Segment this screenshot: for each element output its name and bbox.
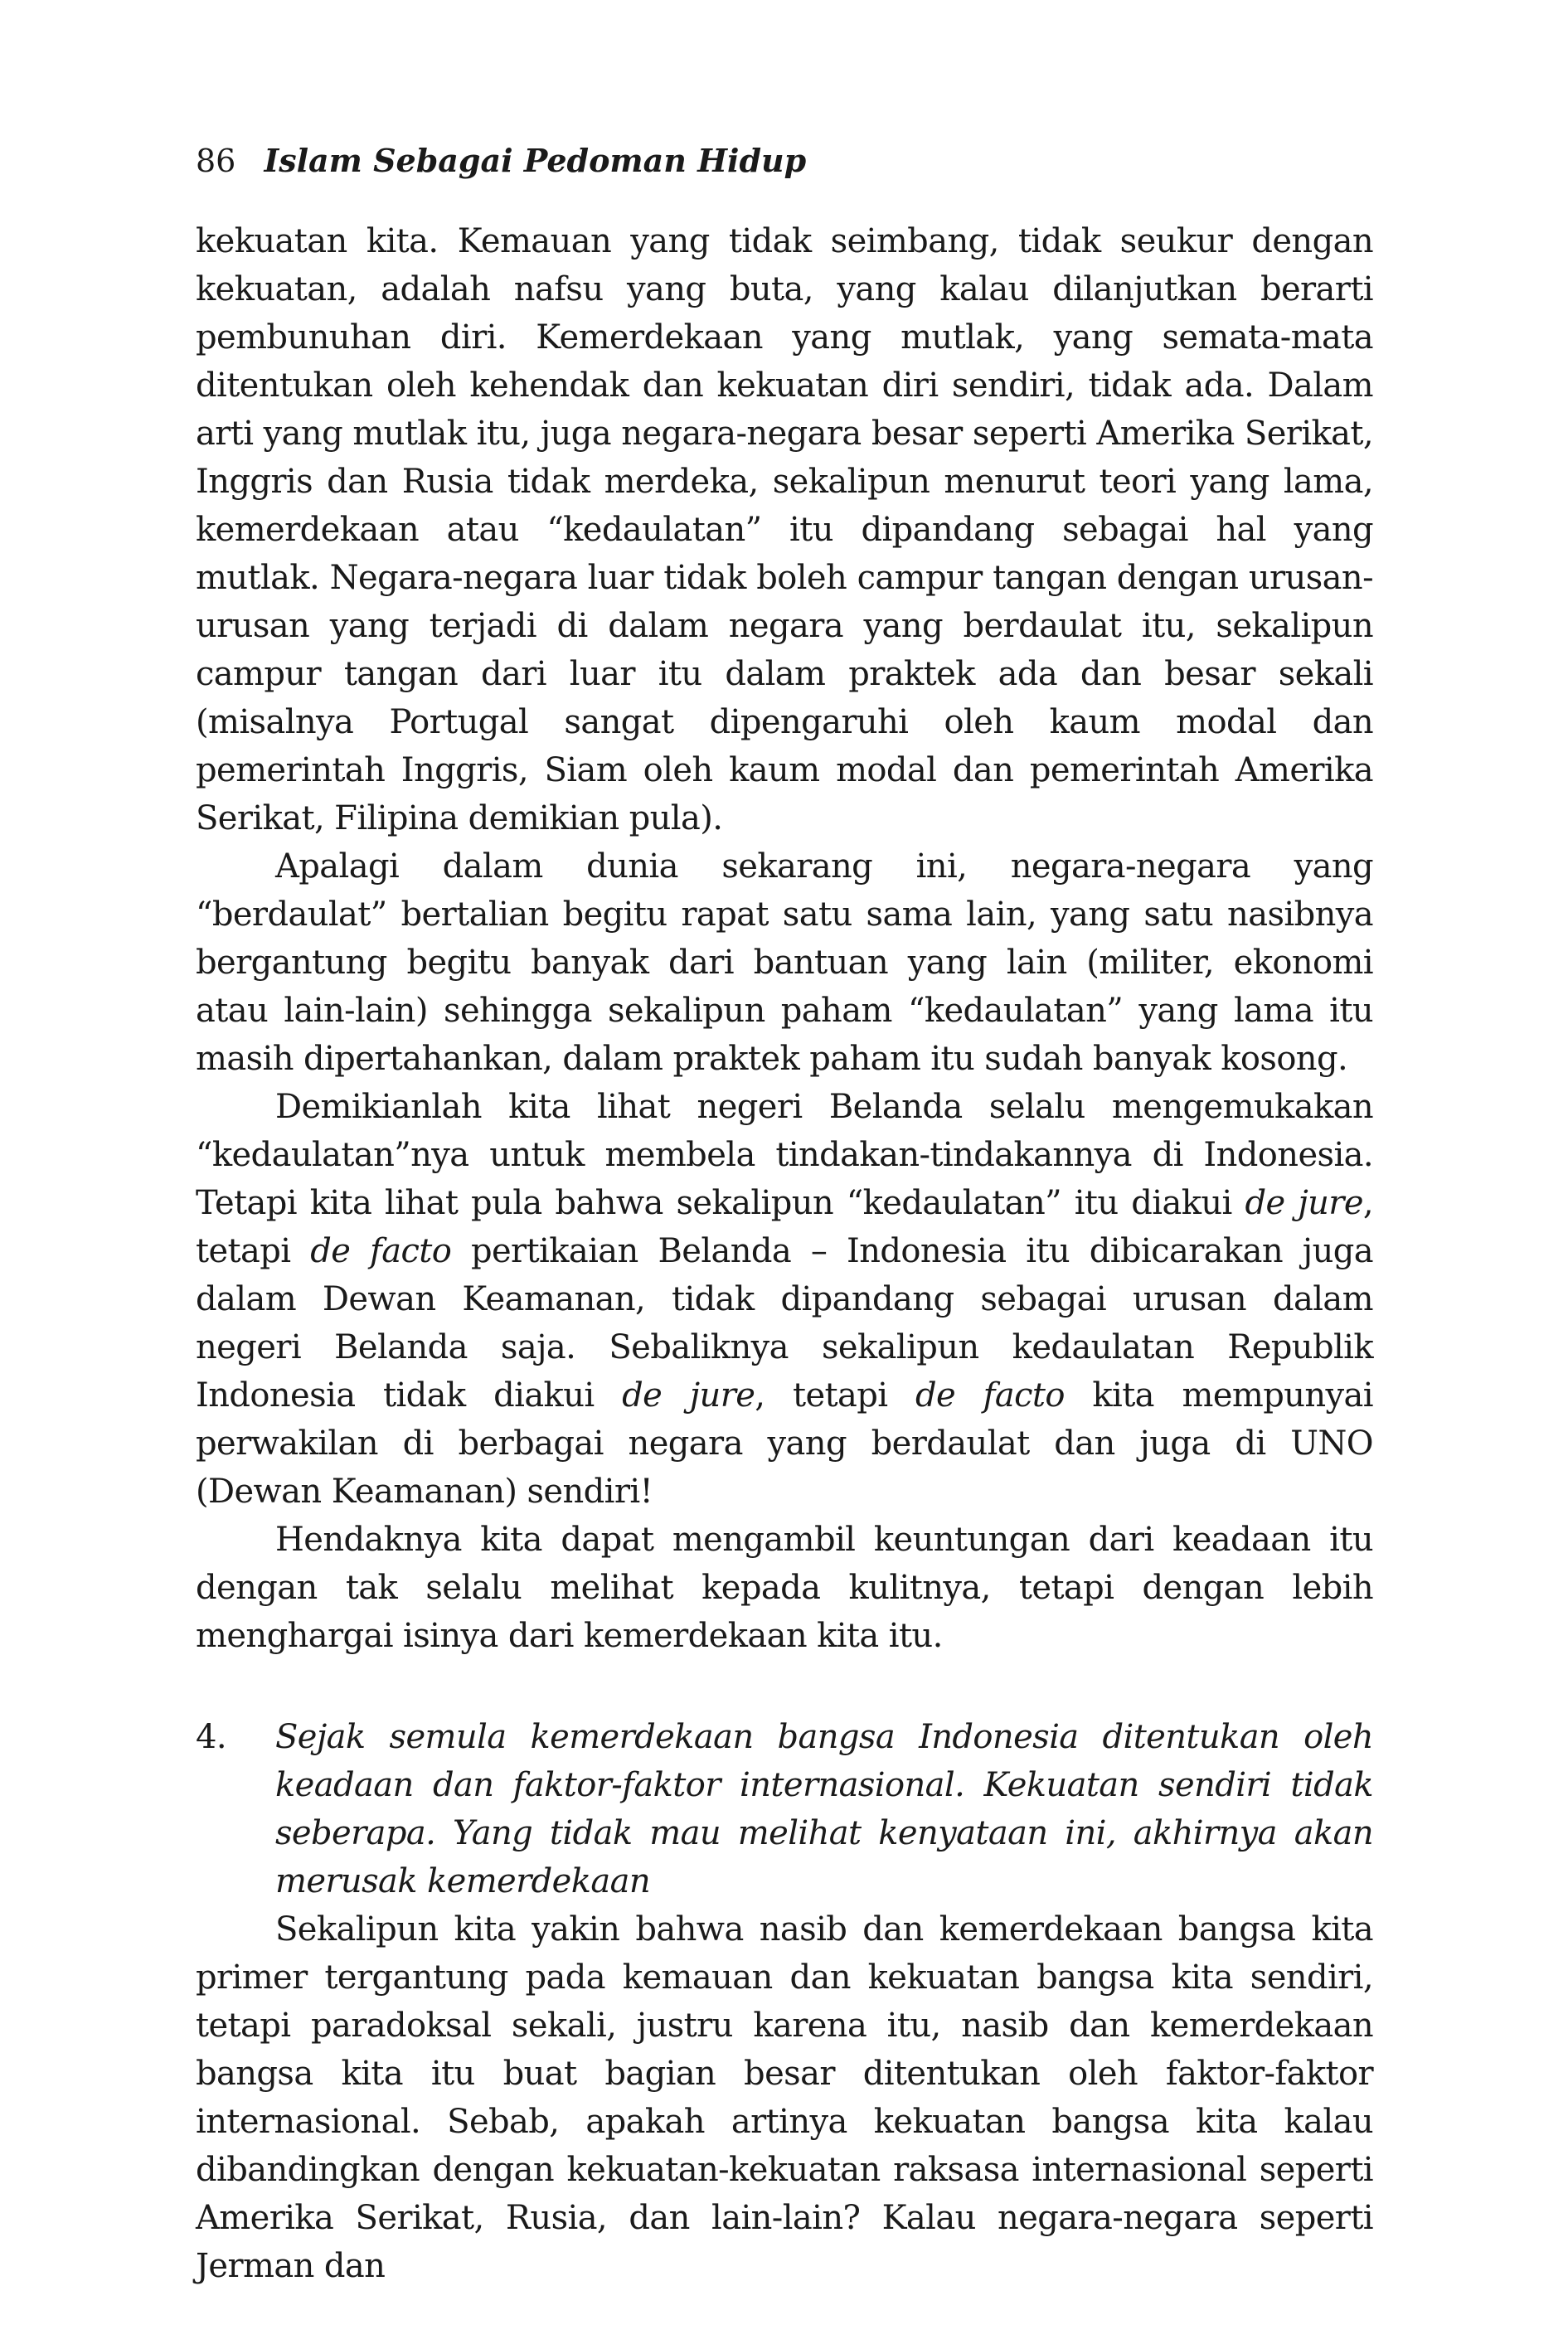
running-header [196,141,806,181]
paragraph-3-text: , tetapi [755,1376,915,1415]
book-title: Islam Sebagai Pedoman Hidup [264,142,807,179]
body-text [196,217,1373,2290]
paragraph-5: Sekalipun kita yakin bahwa nasib dan kemerdekaan bangsa kita primer tergantung pada kemauan dan kekuatan bangsa kita sendiri, tetapi paradoksal sekali, justru karena itu, nasib dan kemerdekaan bangsa kita itu buat bagian besar ditentukan oleh faktor-faktor internasional. Sebab, apakah artinya kekuatan bangsa kita kalau dibandingkan dengan kekuatan-kekuatan raksasa internasional seperti Amerika Serikat, Rusia, dan lain-lain? Kalau negara-negara seperti Jerman dan [196,1910,1373,2285]
de-jure-term: de jure [622,1376,755,1415]
paragraph-1: kekuatan kita. Kemauan yang tidak seimbang, tidak seukur dengan kekuatan, adalah nafsu yang buta, yang kalau dilanjutkan berarti pembunuhan diri. Kemerdekaan yang mutlak, yang semata-mata ditentukan oleh kehendak dan kekuatan diri sendiri, tidak ada. Dalam arti yang mutlak itu, juga negara-negara besar seperti Amerika Serikat, Inggris dan Rusia tidak merdeka, sekalipun menurut teori yang lama, kemerdekaan atau “kedaulatan” itu dipandang sebagai hal yang mutlak. Negara-negara luar tidak boleh campur tangan dengan urusan-urusan yang terjadi di dalam negara yang berdaulat itu, sekalipun campur tangan dari luar itu dalam praktek ada dan besar sekali (misalnya Portugal sangat dipengaruhi oleh kaum modal dan pemerintah Inggris, Siam oleh kaum modal dan pemerintah Amerika Serikat, Filipina demikian pula). [196,222,1373,837]
paragraph-4: Hendaknya kita dapat mengambil keuntungan dari keadaan itu dengan tak selalu melihat kepada kulitnya, tetapi dengan lebih menghargai isinya dari kemerdekaan kita itu. [196,1521,1373,1655]
paragraph-3-text: kita mempunyai perwakilan di berbagai negara yang berdaulat dan juga di UNO (Dewan Keamanan) sendiri! [196,1376,1373,1511]
page-number: 86 [196,143,236,179]
section-number: 4. [196,1718,226,1756]
paragraph-3 [196,1083,1373,1516]
de-facto-term: de facto [915,1376,1065,1415]
paragraph-3-text: Demikianlah kita lihat negeri Belanda selalu mengemukakan “kedaulatan”nya untuk membela tindakan-tindakannya di Indonesia. Tetapi kita lihat pula bahwa sekalipun “kedaulatan” itu diakui [196,1088,1373,1222]
paragraph-3-text: , tetapi [196,1184,1374,1270]
paragraph-3-text: pertikaian Belanda – Indonesia itu dibicarakan juga dalam Dewan Keamanan, tidak dipandang sebagai urusan dalam negeri Belanda saja. Sebaliknya sekalipun kedaulatan Republik Indonesia tidak diakui [196,1232,1373,1415]
de-jure-term: de jure [1245,1184,1363,1222]
de-facto-term: de facto [310,1232,452,1270]
section-4-heading [196,1713,1373,1905]
paragraph-2: Apalagi dalam dunia sekarang ini, negara-negara yang “berdaulat” bertalian begitu rapat satu sama lain, yang satu nasibnya bergantung begitu banyak dari bantuan yang lain (militer, ekonomi atau lain-lain) sehingga sekalipun paham “kedaulatan” yang lama itu masih dipertahankan, dalam praktek paham itu sudah banyak kosong. [196,847,1373,1078]
section-title: Sejak semula kemerdekaan bangsa Indonesia ditentukan oleh keadaan dan faktor-faktor internasional. Kekuatan sendiri tidak seberapa. Yang tidak mau melihat kenyataan ini, akhirnya akan merusak kemerdekaan [275,1718,1373,1900]
